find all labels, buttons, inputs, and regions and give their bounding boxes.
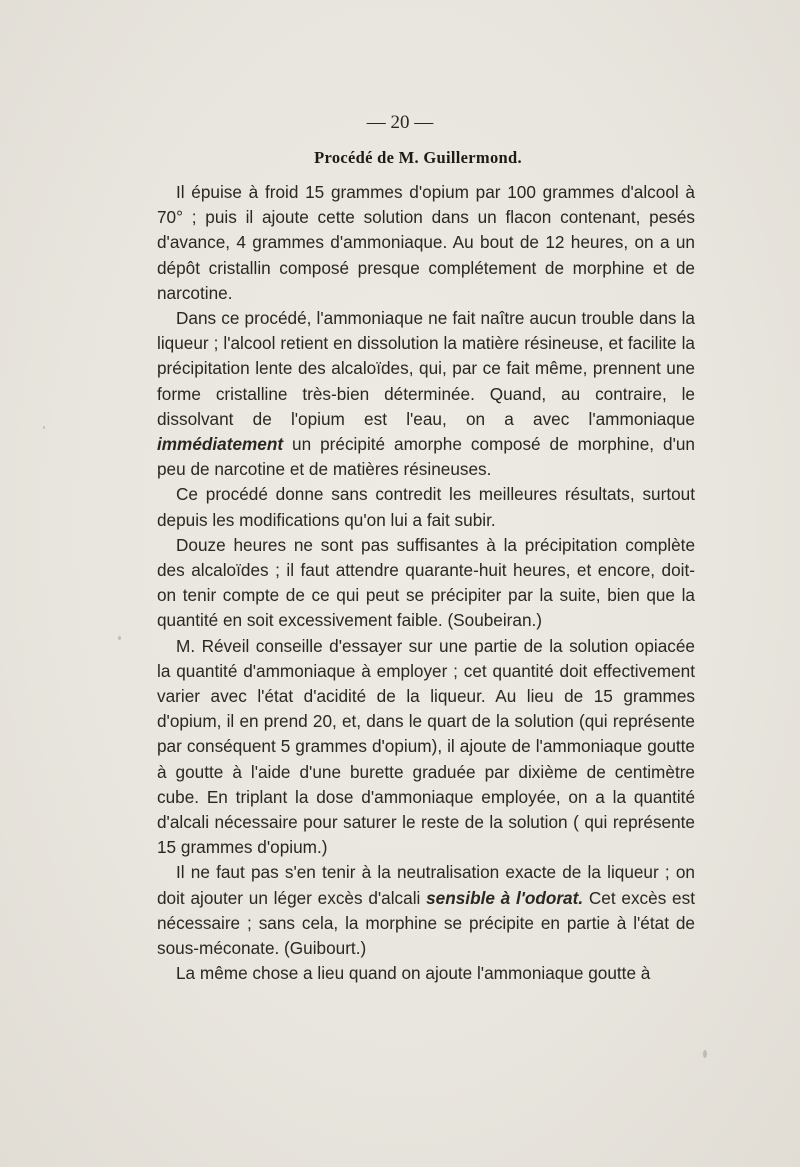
paragraph-5 <box>157 634 695 861</box>
text-segment: Ce procédé donne sans contredit les meilleures résultats, surtout depuis les modifications qu'on lui a fait subir. <box>157 484 695 530</box>
page-number: — 20 — <box>366 112 434 133</box>
ink-speck <box>118 636 121 640</box>
emphasis-immediatement: immédiatement <box>157 434 284 455</box>
paragraph-3 <box>157 482 695 532</box>
text-segment: Dans ce procédé, l'ammoniaque ne fait naître aucun trouble dans la liqueur ; l'alcool retient en dissolution la matière résineuse, et facilite la précipitation lente des alcaloïdes, qui, par ce fait même, prennent une forme cristalline très-bien déterminée. Quand, au contraire, le dissolvant de l'opium est l'eau, on a avec l'ammoniaque <box>157 308 695 429</box>
text-segment: Il ne faut pas s'en tenir à la neutralisation exacte de la liqueur ; on doit ajouter un léger excès d'alcali <box>157 862 695 908</box>
paragraph-1 <box>157 180 695 306</box>
paragraph-6 <box>157 860 695 961</box>
ink-speck <box>703 1050 707 1058</box>
text-segment: un précipité amorphe composé de morphine, d'un peu de narcotine et de matières résineuses. <box>157 434 695 480</box>
section-title: Procédé de M. Guillermond. <box>314 148 522 167</box>
paragraph-7 <box>157 961 695 986</box>
paragraph-4 <box>157 533 695 634</box>
text-segment: La même chose a lieu quand on ajoute l'ammoniaque goutte à <box>176 963 651 984</box>
emphasis-sensible-odorat: sensible à l'odorat. <box>426 887 584 908</box>
body-text <box>157 180 695 987</box>
text-segment: Douze heures ne sont pas suffisantes à la précipitation complète des alcaloïdes ; il faut attendre quarante-huit heures, et encore, doit-on tenir compte de ce qui peut se précipiter par la suite, bien que la quantité en soit excessivement faible. (Soubeiran.) <box>157 534 695 631</box>
paragraph-2 <box>157 306 695 482</box>
text-segment: Cet excès est nécessaire ; sans cela, la morphine se précipite en partie à l'état de sous-méconate. (Guibourt.) <box>157 887 695 959</box>
text-segment: M. Réveil conseille d'essayer sur une partie de la solution opiacée la quantité d'ammoniaque à employer ; cet quantité doit effectivement varier avec l'état d'acidité de la liqueur. Au lieu de 15 grammes d'opium, il en prend 20, et, dans le quart de la solution (qui représente par conséquent 5 grammes d'opium), il ajoute de l'ammoniaque goutte à goutte à l'aide d'une burette graduée par dixième de centimètre cube. En triplant la dose d'ammoniaque employée, on a la quantité d'alcali nécessaire pour saturer le reste de la solution ( qui représente 15 grammes d'opium.) <box>157 635 695 858</box>
text-segment: Il épuise à froid 15 grammes d'opium par 100 grammes d'alcool à 70° ; puis il ajoute cette solution dans un flacon contenant, pesés d'avance, 4 grammes d'ammoniaque. Au bout de 12 heures, on a un dépôt cristallin composé presque complétement de morphine et de narcotine. <box>157 182 695 303</box>
ink-speck <box>43 426 45 429</box>
